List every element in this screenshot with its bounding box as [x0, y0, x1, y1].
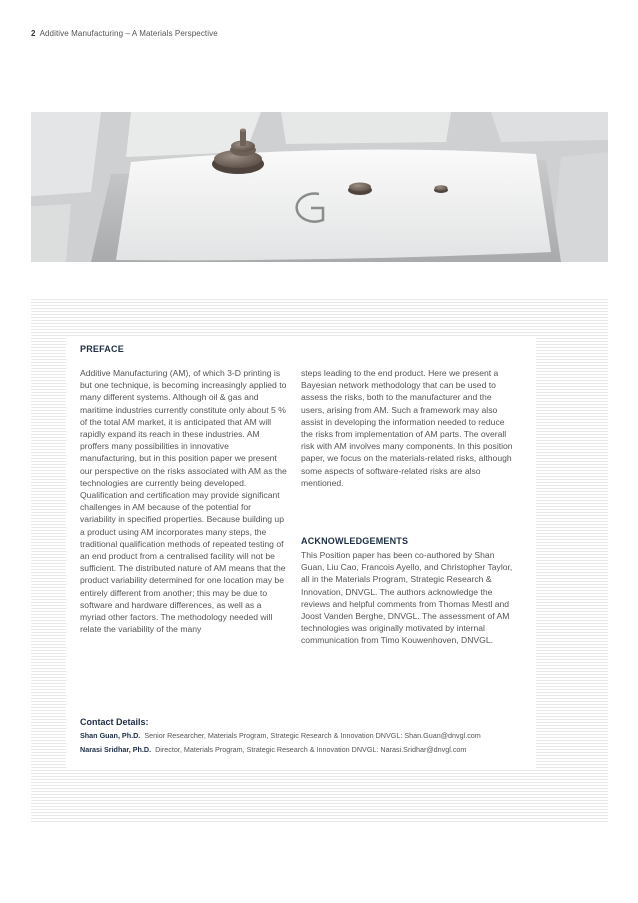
keyboard-gears-illustration [31, 112, 608, 262]
medium-gear-icon [348, 183, 372, 196]
small-gear-icon [434, 185, 448, 193]
contact-line [80, 745, 466, 754]
acknowledgements-text: This Position paper has been co-authored by Shan Guan, Liu Cao, Francois Ayello, and Christopher Taylor, all in the Materials Program, Strategic Research & Innovation, DNVGL. The authors acknowledge the reviews and helpful comments from Thomas Mestl and Joost Vanden Berghe, DNVGL. The assessment of AM technologies was originally motivated by internal communication from Timo Kouwenhoven, DNVGL. [301, 550, 513, 646]
contact-name: Shan Guan, Ph.D. [80, 731, 141, 740]
contact-details: Director, Materials Program, Strategic Research & Innovation DNVGL: Narasi.Sridhar@dnvgl.com [155, 745, 467, 754]
contact-details: Senior Researcher, Materials Program, Strategic Research & Innovation DNVGL: Shan.Guan@dnvgl.com [144, 731, 481, 740]
preface-column-1: Additive Manufacturing (AM), of which 3-D printing is but one technique, is becoming increasingly applied to many different systems. Although oil & gas and maritime industries currently constitute only about 5 % of the total AM market, it is anticipated that AM will rapidly expand its reach in these industries. AM proffers many possibilities in innovative manufacturing, but in this position paper we present our perspective on the risks associated with AM as the technologies are currently being developed. Qualification and certification may provide significant challenges in AM because of the potential for variability in specified properties. Because building up a product using AM incorporates many steps, the traditional qualification methods of repeated testing of an end product from a centralised facility will not be sufficient. The distributed nature of AM means that the product variability determined for one location may be entirely different from another; this may be due to software and hardware differences, as well as a myriad other factors. The methodology needed will relate the variability of the many [80, 368, 287, 635]
contact-name: Narasi Sridhar, Ph.D. [80, 745, 152, 754]
preface-heading: PREFACE [80, 344, 124, 354]
running-title: Additive Manufacturing – A Materials Perspective [39, 29, 218, 38]
contact-line [80, 731, 481, 740]
contact-details-title: Contact Details: [80, 717, 149, 727]
running-header [31, 29, 218, 38]
page-number: 2 [31, 29, 36, 38]
acknowledgements-heading: ACKNOWLEDGEMENTS [301, 536, 409, 546]
keyboard-gears-photo [31, 112, 608, 262]
preface-column-2: steps leading to the end product. Here we present a Bayesian network methodology that can be used to assess the risks, both to the manufacturer and the users, arising from AM. Such a framework may also assist in developing the information needed to reduce the risks from implementation of AM parts. The overall risk with AM involves many components. In this position paper, we focus on the materials-related risks, although some aspects of software-related risks are also mentioned. [301, 368, 513, 488]
